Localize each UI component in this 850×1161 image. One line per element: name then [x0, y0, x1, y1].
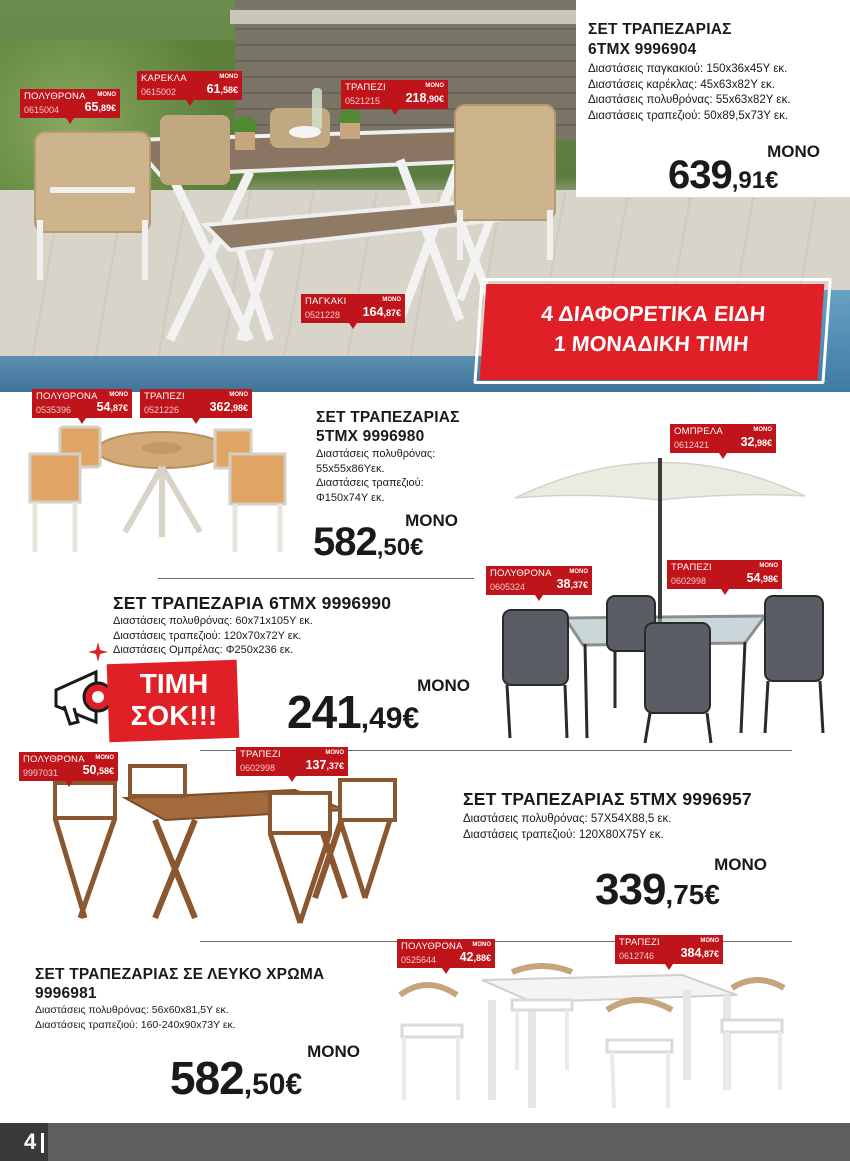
tag-code: 0521228	[305, 310, 341, 320]
tag-name: ΠΟΛΥΘΡΟΝΑ	[24, 91, 86, 102]
price-decimal: ,91€	[731, 167, 779, 194]
hero-price	[668, 143, 820, 195]
umbrella-set-image	[495, 448, 835, 748]
page-footer	[0, 1123, 850, 1161]
set-code: 5ΤΜΧ 9996980	[316, 428, 425, 445]
tag-mono: ΜΟΝΟ	[700, 938, 719, 944]
spec-line: Διαστάσεις πολυθρόνας: 55x63x82Υ εκ.	[588, 94, 791, 106]
set-title-line: ΣΕΤ ΤΡΑΠΕΖΑΡΙΑΣ	[316, 409, 460, 426]
tag-code: 0525644	[401, 955, 437, 965]
tag-price: 61,58€	[206, 82, 238, 96]
page-number-text: 4	[24, 1129, 37, 1154]
price-tag-umbrella	[670, 424, 776, 453]
round-table-set-image	[25, 412, 295, 562]
tag-name: ΤΡΑΠΕΖΙ	[240, 749, 281, 760]
price-tag-bench	[301, 294, 405, 323]
price-mono-label: ΜΟΝΟ	[714, 855, 767, 874]
set-specs	[463, 811, 671, 843]
tag-code: 9997031	[23, 768, 59, 778]
spec-line: 55x55x86Υεκ.	[316, 462, 385, 475]
white-set-image	[392, 960, 792, 1110]
price-integer: 582	[170, 1052, 244, 1104]
promo-line-1: 4 ΔΙΑΦΟΡΕΤΙΚΑ ΕΙΔΗ	[540, 302, 767, 326]
set-title	[316, 408, 460, 446]
tag-code: 0602998	[671, 576, 707, 586]
price-decimal: ,75€	[665, 879, 720, 910]
tag-mono: ΜΟΝΟ	[382, 297, 401, 303]
tag-price: 54,87€	[96, 400, 128, 414]
tag-name: ΠΑΓΚΑΚΙ	[305, 296, 347, 307]
tag-price: 164,87€	[362, 305, 401, 319]
set-title	[35, 965, 324, 1003]
price-tag-armchair	[19, 752, 118, 781]
promo-banner	[480, 284, 825, 380]
wall-coping	[230, 10, 595, 24]
price-tag-armchair	[397, 939, 495, 968]
spec-line: Διαστάσεις τραπεζιού:	[316, 477, 424, 489]
spec-line: Διαστάσεις πολυθρόνας:	[316, 448, 436, 460]
tag-code: 0602998	[240, 763, 276, 773]
hero-set-title: ΣΕΤ ΤΡΑΠΕΖΑΡΙΑΣ	[588, 21, 732, 38]
spec-line: Διαστάσεις τραπεζιού: 160-240x90x73Υ εκ.	[35, 1018, 236, 1031]
price-tag-table	[140, 389, 252, 418]
footer-bar	[48, 1123, 850, 1161]
tag-mono: ΜΟΝΟ	[97, 92, 116, 98]
tag-code: 0612746	[619, 951, 655, 961]
tag-name: ΤΡΑΠΕΖΙ	[345, 82, 386, 93]
tag-code: 0521226	[144, 405, 180, 415]
tag-name: ΠΟΛΥΘΡΟΝΑ	[401, 941, 463, 952]
tag-name: ΟΜΠΡΕΛΑ	[674, 426, 723, 437]
set-specs	[316, 447, 435, 505]
page-number-separator	[41, 1133, 44, 1153]
tag-price: 54,98€	[746, 571, 778, 585]
spec-line: Διαστάσεις πολυθρόνας: 56x60x81,5Υ εκ.	[35, 1004, 229, 1016]
tag-mono: ΜΟΝΟ	[95, 755, 114, 761]
price-integer: 339	[595, 865, 666, 914]
shock-line-1: ΤΙΜΗ	[139, 668, 209, 699]
price-integer: 582	[313, 520, 377, 564]
shock-line-2: ΣΟΚ!!!	[130, 700, 218, 731]
set-specs	[35, 1003, 236, 1032]
price-decimal: ,50€	[243, 1068, 303, 1101]
set-price	[313, 512, 458, 562]
spec-line: Διαστάσεις τραπεζιού: 120X80X75Υ εκ.	[463, 829, 664, 841]
set-price	[287, 677, 470, 737]
tag-name: ΠΟΛΥΘΡΟΝΑ	[36, 391, 98, 402]
spec-line: Διαστάσεις πολυθρόνας: 57X54X88,5 εκ.	[463, 813, 672, 825]
spec-line: Φ150x74Υ εκ.	[316, 491, 385, 504]
price-tag-armchair	[32, 389, 132, 418]
price-tag-table	[236, 747, 348, 776]
tag-name: ΤΡΑΠΕΖΙ	[619, 937, 660, 948]
set-title: ΣΕΤ ΤΡΑΠΕΖΑΡΙΑ 6ΤΜΧ 9996990	[113, 593, 392, 613]
spec-line: Διαστάσεις πολυθρόνας: 60x71x105Υ εκ.	[113, 615, 313, 627]
spec-line: Διαστάσεις τραπεζιού: 120x70x72Υ εκ.	[113, 629, 302, 642]
tag-mono: ΜΟΝΟ	[753, 427, 772, 433]
price-integer: 639	[668, 153, 732, 197]
tag-mono: ΜΟΝΟ	[425, 83, 444, 89]
tag-name: ΠΟΛΥΘΡΟΝΑ	[490, 568, 552, 579]
set-title: ΣΕΤ ΤΡΑΠΕΖΑΡΙΑΣ 5ΤΜΧ 9996957	[463, 789, 752, 809]
tag-price: 384,87€	[680, 946, 719, 960]
spec-line: Διαστάσεις καρέκλας: 45x63x82Υ εκ.	[588, 78, 775, 91]
tag-mono: ΜΟΝΟ	[325, 750, 344, 756]
tag-mono: ΜΟΝΟ	[229, 392, 248, 398]
hero-set-code: 6ΤΜΧ 9996904	[588, 41, 697, 58]
shock-text	[112, 668, 236, 732]
tag-price: 362,98€	[209, 400, 248, 414]
spec-line: Διαστάσεις Ομπρέλας: Φ250x236 εκ.	[113, 644, 294, 656]
price-tag-table	[615, 935, 723, 964]
price-tag-armchair	[20, 89, 120, 118]
tag-code: 0615004	[24, 105, 60, 115]
set-price	[595, 856, 767, 916]
tag-name: ΠΟΛΥΘΡΟΝΑ	[23, 754, 85, 765]
tag-code: 0612421	[674, 440, 710, 450]
price-mono-label: ΜΟΝΟ	[767, 142, 820, 161]
hero-specs	[588, 62, 850, 124]
tag-price: 50,58€	[82, 763, 114, 777]
wooden-set-image	[45, 758, 405, 928]
set-code: 9996981	[35, 985, 97, 1002]
price-tag-armchair	[486, 566, 592, 595]
tag-name: ΚΑΡΕΚΛΑ	[141, 73, 187, 84]
tag-mono: ΜΟΝΟ	[219, 74, 238, 80]
tag-code: 0615002	[141, 87, 177, 97]
tag-code: 0535396	[36, 405, 72, 415]
price-integer: 241	[287, 686, 361, 738]
price-mono-label: ΜΟΝΟ	[307, 1042, 360, 1061]
tag-price: 38,37€	[556, 577, 588, 591]
price-mono-label: ΜΟΝΟ	[405, 511, 458, 530]
set-title-line: ΣΕΤ ΤΡΑΠΕΖΑΡΙΑΣ ΣΕ ΛΕΥΚΟ ΧΡΩΜΑ	[35, 966, 325, 983]
tag-price: 137,37€	[305, 758, 344, 772]
spec-line: Διαστάσεις τραπεζιού: 50x89,5x73Υ εκ.	[588, 109, 789, 122]
tag-price: 42,88€	[459, 950, 491, 964]
price-tag-table	[341, 80, 448, 109]
price-tag-chair	[137, 71, 242, 100]
price-mono-label: ΜΟΝΟ	[417, 676, 470, 695]
promo-line-2: 1 ΜΟΝΑΔΙΚΗ ΤΙΜΗ	[553, 332, 750, 356]
tag-price: 32,98€	[740, 435, 772, 449]
tag-mono: ΜΟΝΟ	[109, 392, 128, 398]
tag-code: 0521215	[345, 96, 381, 106]
tag-name: ΤΡΑΠΕΖΙ	[144, 391, 185, 402]
tag-name: ΤΡΑΠΕΖΙ	[671, 562, 712, 573]
spec-line: Διαστάσεις παγκακιού: 150x36x45Υ εκ.	[588, 63, 788, 75]
price-decimal: ,49€	[360, 702, 420, 735]
tag-mono: ΜΟΝΟ	[759, 563, 778, 569]
tag-code: 0605324	[490, 582, 526, 592]
tag-mono: ΜΟΝΟ	[472, 942, 491, 948]
price-shock-badge	[46, 640, 246, 746]
tag-mono: ΜΟΝΟ	[569, 569, 588, 575]
tag-price: 65,89€	[84, 100, 116, 114]
price-tag-table	[667, 560, 782, 589]
tag-price: 218,90€	[405, 91, 444, 105]
hero-banner	[0, 0, 850, 392]
section-divider	[158, 578, 474, 579]
set-price	[170, 1043, 360, 1103]
price-decimal: ,50€	[376, 534, 424, 561]
